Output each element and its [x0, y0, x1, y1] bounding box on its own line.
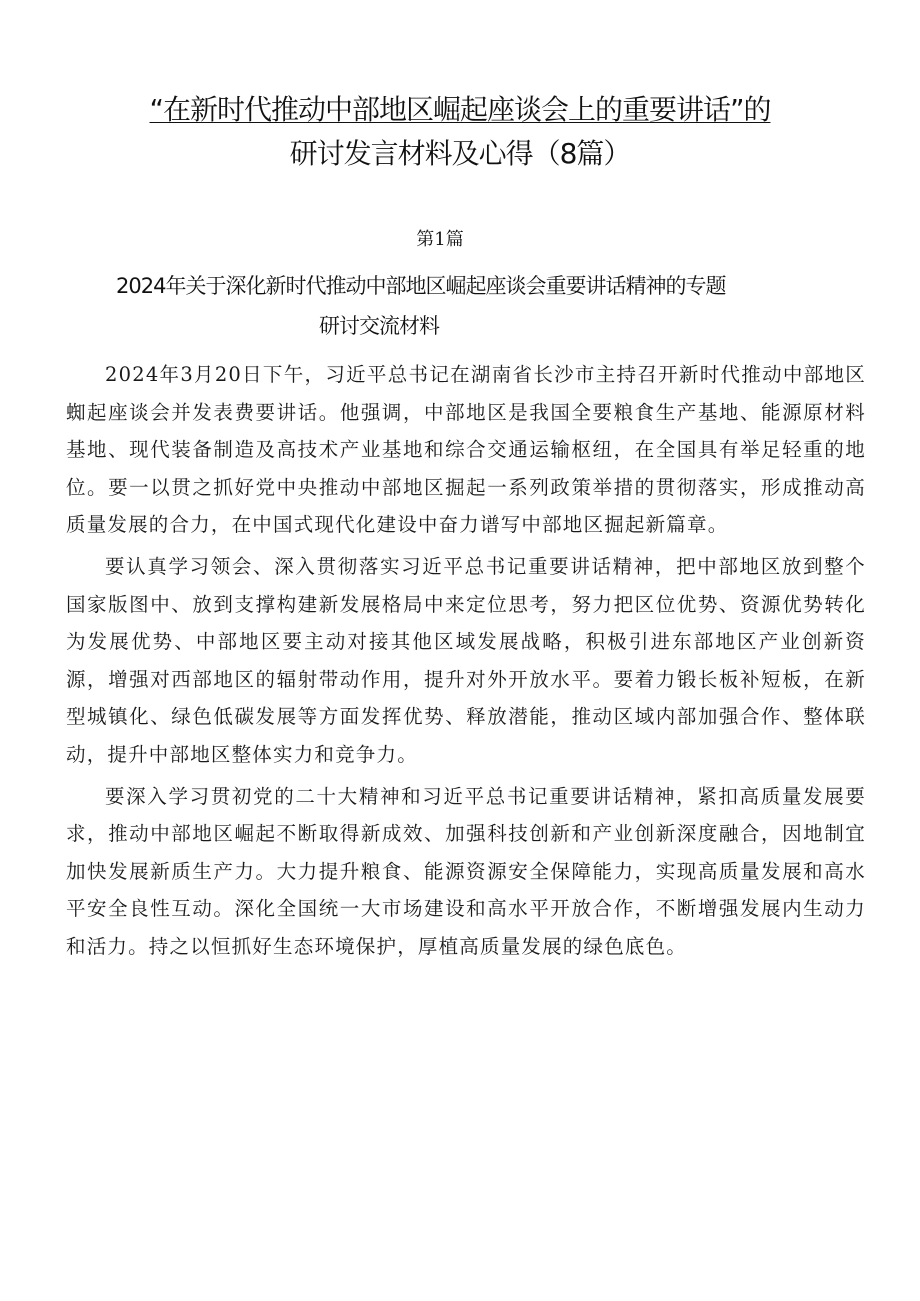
article-title-line-2: 研讨交流材料	[319, 314, 439, 338]
article-body	[66, 356, 866, 970]
section-label: 第1篇	[416, 229, 464, 250]
body-paragraph-1: 2024年3月20日下午，习近平总书记在湖南省长沙市主持召开新时代推动中部地区蜘起座谈会并发表费要讲话。他强调，中部地区是我国全要粮食生产基地、能源原材料基地、现代装备制造及高技术产业基地和综合交通运输枢纽，在全国具有举足轻重的地位。要一以贯之抓好党中央推动中部地区掘起一系列政策举措的贯彻落实，形成推动高质量发展的合力，在中国式现代化建设中奋力谱写中部地区掘起新篇章。	[66, 363, 866, 537]
body-paragraph-3: 要深入学习贯初党的二十大精神和习近平总书记重要讲话精神，紧扣高质量发展要求，推动中部地区崛起不断取得新成效、加强科技创新和产业创新深度融合，因地制宜加快发展新质生产力。大力提升粮食、能源资源安全保障能力，实现高质量发展和高水平安全良性互动。深化全国统一大市场建设和高水平开放合作，不断增强发展内生动力和活力。持之以恒抓好生态环境保护，厚植高质量发展的绿色底色。	[66, 784, 866, 958]
document-title-line-1: “在新时代推动中部地区崛起座谈会上的重要讲话”的	[149, 93, 771, 126]
article-title-line-1: 2024年关于深化新时代推动中部地区崛起座谈会重要讲话精神的专题	[116, 274, 726, 298]
document-title-line-2: 研讨发言材料及心得（8篇）	[289, 137, 631, 170]
article-title	[116, 266, 876, 346]
body-paragraph-2: 要认真学习领会、深入贯彻落实习近平总书记重要讲话精神，把中部地区放到整个国家版图中、放到支撑构建新发展格局中来定位思考，努力把区位优势、资源优势转化为发展优势、中部地区要主动对接其他区域发展战略，积极引进东部地区产业创新资源，增强对西部地区的辐射带动作用，提升对外开放水平。要着力锻长板补短板，在新型城镇化、绿色低碳发展等方面发挥优势、释放潜能，推动区域内部加强合作、整体联动，提升中部地区整体实力和竞争力。	[66, 554, 866, 766]
document-title	[60, 88, 860, 176]
